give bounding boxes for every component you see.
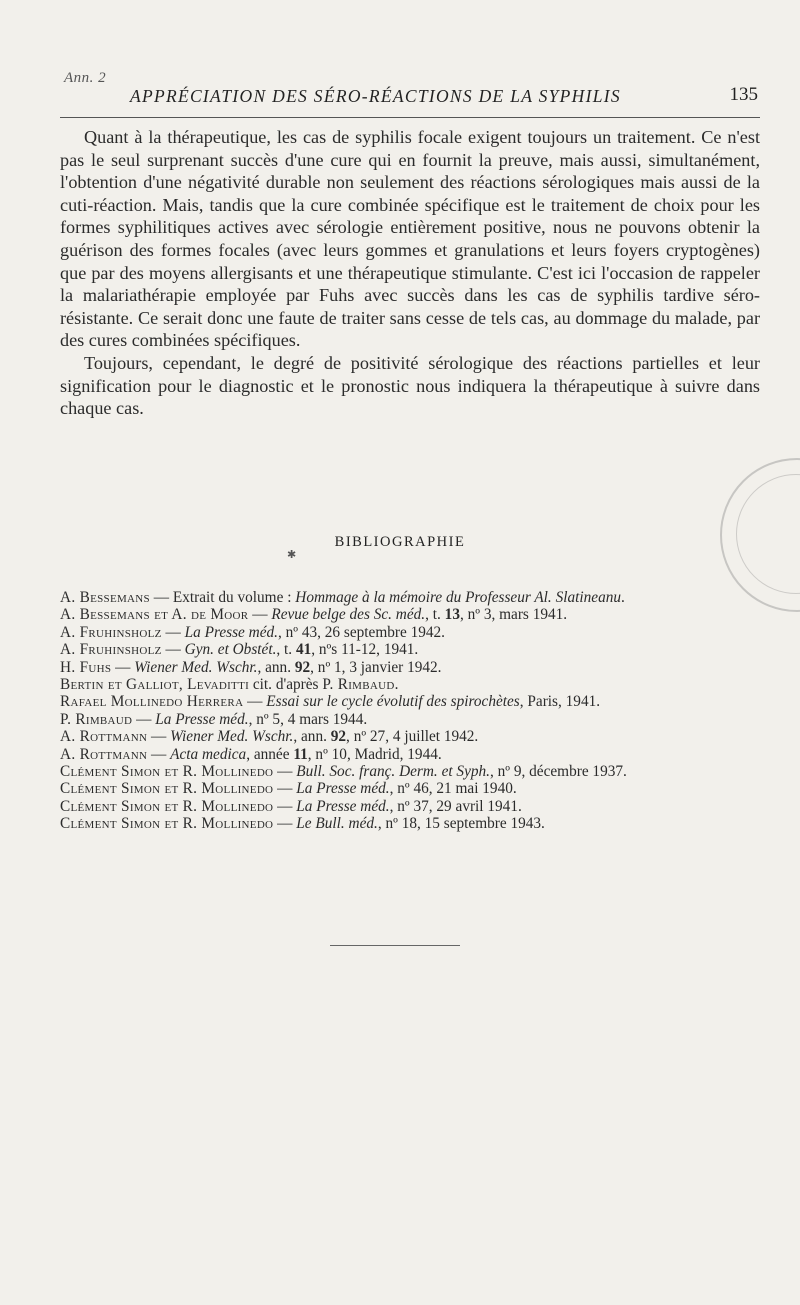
end-rule — [330, 945, 460, 946]
entry-authors: A. Fruhinsholz — [60, 623, 162, 641]
entry-volume-prefix: , ann. — [257, 658, 295, 676]
entry-volume-prefix: , ann. — [293, 728, 331, 746]
bibliography-entry — [60, 763, 760, 780]
entry-authors: Clément Simon et R. Mollinedo — [60, 780, 274, 798]
entry-details: , nº 5, 4 mars 1944. — [248, 710, 368, 728]
entry-source: La Presse méd. — [184, 623, 278, 641]
entry-volume-prefix: , année — [246, 745, 294, 763]
entry-volume-prefix: , t. — [276, 641, 296, 659]
entry-separator: — — [111, 658, 135, 676]
bibliography-entry — [60, 659, 760, 676]
series-label: Ann. 2 — [64, 70, 107, 86]
entry-separator: — Extrait du volume : — [149, 589, 296, 606]
entry-source: Bull. Soc. franç. Derm. et Syph. — [296, 763, 490, 781]
entry-details: , nº 43, 26 septembre 1942. — [277, 623, 446, 641]
entry-authors: H. Fuhs — [60, 658, 112, 676]
entry-details: . — [621, 589, 625, 606]
entry-details: , nº 37, 29 avril 1941. — [389, 797, 522, 815]
entry-authors: A. Fruhinsholz — [60, 641, 162, 659]
bibliography-entry — [60, 728, 760, 745]
entry-authors: Rafael Mollinedo Herrera — [60, 693, 244, 711]
entry-volume: 92 — [294, 658, 311, 676]
entry-volume: 92 — [330, 728, 347, 746]
entry-separator: — — [248, 606, 272, 624]
bibliography-entry — [60, 676, 760, 693]
entry-volume: 13 — [444, 606, 460, 624]
bibliography-entry — [60, 815, 760, 832]
bibliography-entry — [60, 606, 760, 623]
entry-separator: — — [273, 797, 297, 815]
bibliography-entry — [60, 780, 760, 797]
entry-source: Hommage à la mémoire du Professeur Al. Slatineanu — [295, 589, 622, 606]
entry-details: , nº 46, 21 mai 1940. — [389, 780, 517, 798]
entry-separator: — — [161, 641, 185, 659]
entry-source: Essai sur le cycle évolutif des spirochètes — [266, 693, 520, 711]
bibliography-entry — [60, 641, 760, 658]
entry-authors: Bertin et Galliot, Levaditti — [60, 676, 250, 694]
paragraph-therapeutics: Quant à la thérapeutique, les cas de syphilis focale exigent toujours un traitement. Ce n'est pas le seul surprenant succès d'une cure qui en fournit la preuve, mais aussi, simultanément, l'obtention d'une négativité durable non seulement des réactions sérologiques mais aussi de la cuti-réaction. Mais, tandis que la cure combinée spécifique est le traitement de choix pour les formes syphilitiques actives avec sérologie entièrement positive, nous ne pouvons obtenir la guérison des formes focales (avec leurs gommes et granulations et leurs foyers cryptogènes) que par des moyens allergisants et une thérapeutique stimulante. C'est ici l'occasion de rappeler la malariathérapie employée par Fuhs avec succès dans les cas de syphilis tardive séro-résistante. Ce serait donc une faute de traiter sans cesse de tels cas, au dommage du malade, par des cures combinées spécifiques. — [60, 127, 760, 351]
entry-details: , nº 9, décembre 1937. — [490, 763, 627, 781]
entry-source: Wiener Med. Wschr. — [134, 658, 258, 676]
entry-authors: A. Rottmann — [60, 745, 148, 763]
entry-authors: Clément Simon et R. Mollinedo — [60, 797, 274, 815]
entry-separator: — — [147, 745, 171, 763]
asterism-icon: ✱ — [287, 549, 297, 561]
entry-details: , nºs 11-12, 1941. — [311, 641, 419, 659]
bibliography-entry — [60, 711, 760, 728]
entry-separator: — — [132, 710, 156, 728]
body-text — [60, 126, 760, 420]
entry-authors: A. Bessemans et A. de Moor — [60, 606, 249, 624]
entry-source: La Presse méd. — [296, 780, 390, 798]
entry-source: Revue belge des Sc. méd. — [271, 606, 426, 624]
entry-separator: — — [147, 728, 171, 746]
entry-source: La Presse méd. — [296, 797, 390, 815]
entry-source: La Presse méd. — [155, 710, 249, 728]
entry-volume: 11 — [293, 745, 308, 763]
entry-details: , nº 1, 3 janvier 1942. — [310, 658, 442, 676]
running-title: APPRÉCIATION DES SÉRO-RÉACTIONS DE LA SYPHILIS — [130, 86, 621, 106]
entry-authors: A. Rottmann — [60, 728, 148, 746]
page-number: 135 — [729, 84, 758, 105]
entry-source: Gyn. et Obstét. — [184, 641, 277, 659]
bibliography-heading: BIBLIOGRAPHIE — [334, 534, 466, 550]
entry-volume: 41 — [295, 641, 312, 659]
entry-separator: cit. d'après — [249, 676, 323, 694]
entry-volume-prefix: , t. — [425, 606, 445, 624]
entry-separator: — — [273, 763, 297, 781]
running-head — [60, 64, 760, 114]
entry-details: , nº 27, 4 juillet 1942. — [346, 728, 479, 746]
bibliography-entry — [60, 798, 760, 815]
paragraph-conclusion: Toujours, cependant, le degré de positivité sérologique des réactions partielles et leur signification pour le diagnostic et le pronostic nous indiquera la thérapeutique à suivre dans chaque cas. — [60, 352, 760, 419]
bibliography-entry — [60, 589, 760, 606]
entry-authors: Clément Simon et R. Mollinedo — [60, 815, 274, 833]
entry-details: , nº 3, mars 1941. — [459, 606, 568, 624]
entry-source: Acta medica — [170, 745, 247, 763]
header-rule — [60, 117, 760, 118]
bibliography-entry — [60, 624, 760, 641]
entry-details: P. Rimbaud. — [322, 676, 399, 694]
entry-separator: — — [243, 693, 267, 711]
library-stamp-inner-ring — [736, 474, 800, 594]
bibliography-entry — [60, 746, 760, 763]
entry-separator: — — [273, 815, 297, 833]
entry-authors: A. Bessemans — [60, 589, 150, 606]
entry-separator: — — [273, 780, 297, 798]
entry-details: , nº 18, 15 septembre 1943. — [377, 815, 545, 833]
entry-source: Le Bull. méd. — [296, 815, 378, 833]
entry-authors: P. Rimbaud — [60, 710, 133, 728]
bibliography-list — [60, 589, 760, 833]
entry-separator: — — [161, 623, 185, 641]
entry-source: Wiener Med. Wschr. — [170, 728, 294, 746]
entry-details: , Paris, 1941. — [519, 693, 601, 711]
entry-details: , nº 10, Madrid, 1944. — [307, 745, 442, 763]
entry-authors: Clément Simon et R. Mollinedo — [60, 763, 274, 781]
bibliography-entry — [60, 693, 760, 710]
